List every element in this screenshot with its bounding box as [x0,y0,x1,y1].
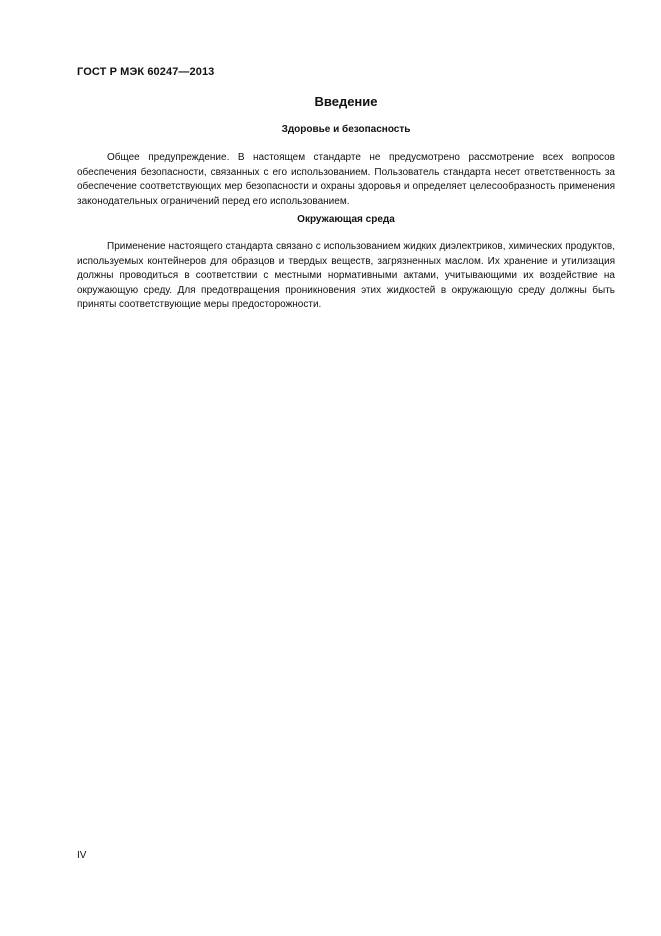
document-code: ГОСТ Р МЭК 60247—2013 [77,66,215,78]
page-title: Введение [314,94,378,109]
section-heading-environment: Окружающая среда [297,214,395,225]
section-heading-health-safety: Здоровье и безопасность [281,124,411,135]
section-paragraph-environment: Применение настоящего стандарта связано с использованием жидких диэлектриков, химических продуктов, используемых контейнеров для образцов и твердых веществ, загрязненных маслом. Их хранение и утилизация должны проводиться в соответствии с местными нормативными актами, учитывающими их воздействие на окружающую среду. Для предотвращения проникновения этих жидкостей в окружающую среду должны быть приняты соответствующие меры предосторожности. [77,241,615,310]
page-number: IV [77,850,87,861]
section-paragraph-health-safety: Общее предупреждение. В настоящем стандарте не предусмотрено рассмотрение всех вопросов обеспечения безопасности, связанных с его использованием. Пользователь стандарта несет ответственность за обеспечение соответствующих мер безопасности и охраны здоровья и определяет целесообразность применения законодательных ограничений перед его использованием. [77,152,615,207]
